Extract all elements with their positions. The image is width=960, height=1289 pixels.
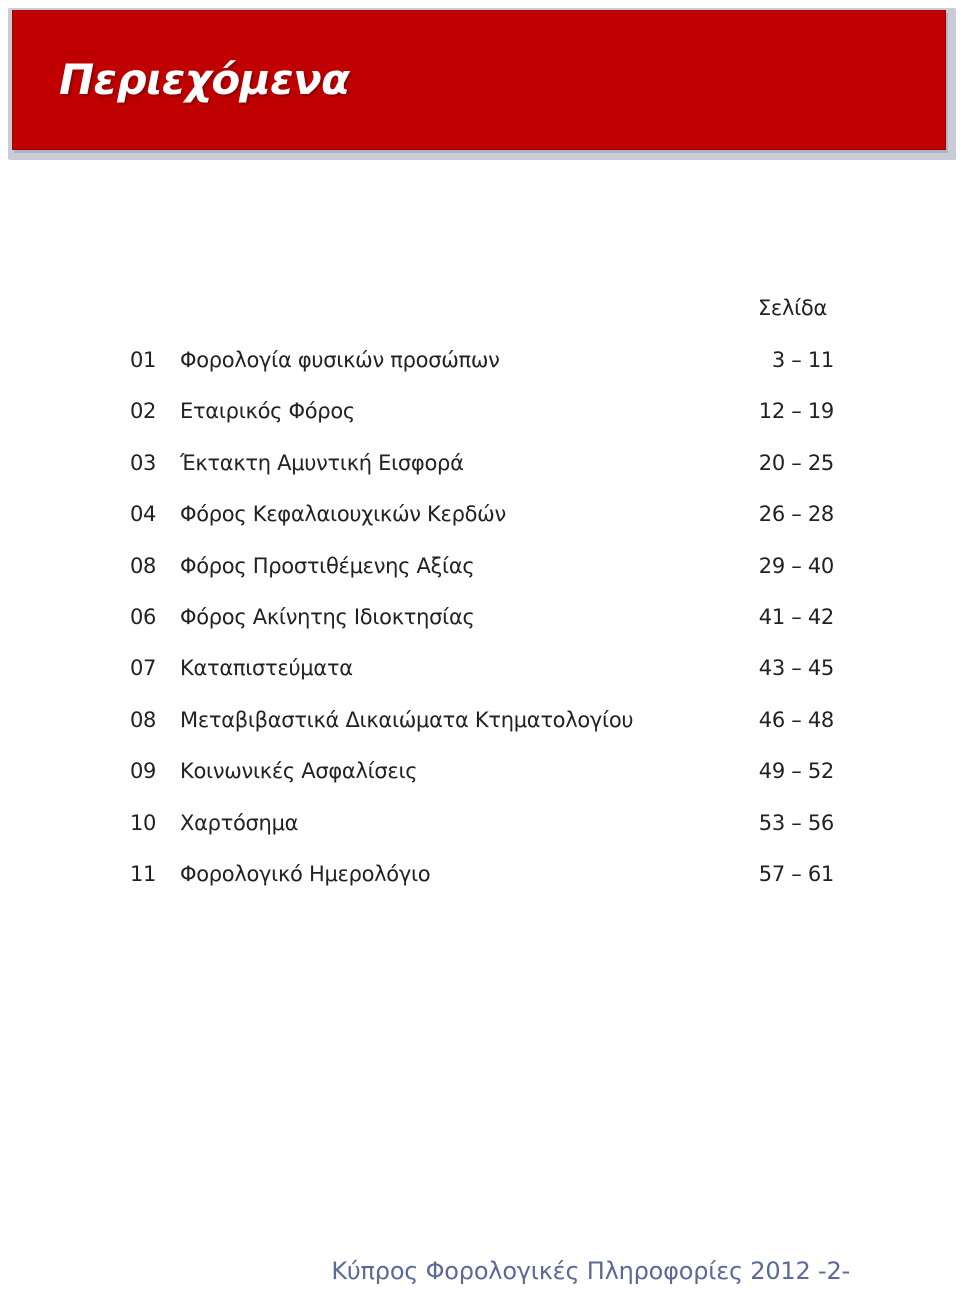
toc-row bbox=[0, 548, 960, 599]
toc-number: 08 bbox=[130, 553, 157, 578]
toc-number: 02 bbox=[130, 399, 157, 424]
toc-pages: 29 – 40 bbox=[758, 553, 834, 578]
page-footer: Κύπρος Φορολογικές Πληροφορίες 2012 -2- bbox=[331, 1257, 850, 1285]
toc-row bbox=[0, 393, 960, 444]
toc-title: Φορολογία φυσικών προσώπων bbox=[180, 348, 500, 372]
toc-title: Φόρος Προστιθέμενης Αξίας bbox=[180, 553, 475, 578]
toc-row bbox=[0, 599, 960, 650]
toc-row bbox=[0, 702, 960, 753]
toc-title: Εταιρικός Φόρος bbox=[180, 399, 355, 424]
toc-pages: 20 – 25 bbox=[758, 450, 834, 475]
pages-column-label: Σελίδα bbox=[757, 296, 827, 320]
toc-title: Φόρος Ακίνητης Ιδιοκτησίας bbox=[180, 604, 475, 629]
toc-pages: 57 – 61 bbox=[758, 861, 834, 886]
toc-title: Καταπιστεύματα bbox=[180, 656, 353, 681]
table-of-contents bbox=[0, 342, 960, 907]
toc-number: 09 bbox=[130, 759, 157, 784]
toc-title: Μεταβιβαστικά Δικαιώματα Κτηματολογίου bbox=[180, 707, 634, 732]
toc-title: Φορολογικό Ημερολόγιο bbox=[180, 861, 431, 886]
page-title: Περιεχόμενα bbox=[59, 55, 350, 104]
toc-row bbox=[0, 805, 960, 856]
toc-row bbox=[0, 445, 960, 496]
toc-pages: 26 – 28 bbox=[758, 502, 834, 527]
toc-number: 10 bbox=[130, 810, 157, 835]
toc-number: 11 bbox=[130, 861, 157, 886]
toc-row bbox=[0, 856, 960, 907]
toc-pages: 49 – 52 bbox=[758, 759, 834, 784]
toc-number: 06 bbox=[130, 604, 157, 629]
toc-row bbox=[0, 753, 960, 804]
toc-row bbox=[0, 650, 960, 701]
toc-number: 08 bbox=[130, 707, 157, 732]
toc-row bbox=[0, 496, 960, 547]
toc-title: Χαρτόσημα bbox=[180, 810, 299, 835]
toc-title: Κοινωνικές Ασφαλίσεις bbox=[180, 759, 418, 784]
toc-pages: 46 – 48 bbox=[758, 707, 834, 732]
toc-pages: 41 – 42 bbox=[758, 604, 834, 629]
toc-pages: 12 – 19 bbox=[758, 399, 834, 424]
toc-title: Φόρος Κεφαλαιουχικών Κερδών bbox=[180, 502, 506, 527]
toc-number: 04 bbox=[130, 502, 157, 527]
toc-row bbox=[0, 342, 960, 393]
toc-title: Έκτακτη Αμυντική Εισφορά bbox=[180, 450, 464, 475]
toc-number: 07 bbox=[130, 656, 157, 681]
toc-number: 01 bbox=[130, 348, 157, 372]
toc-pages: 43 – 45 bbox=[758, 656, 834, 681]
title-banner bbox=[12, 10, 946, 150]
toc-pages: 3 – 11 bbox=[771, 348, 834, 372]
toc-pages: 53 – 56 bbox=[758, 810, 834, 835]
toc-number: 03 bbox=[130, 450, 157, 475]
